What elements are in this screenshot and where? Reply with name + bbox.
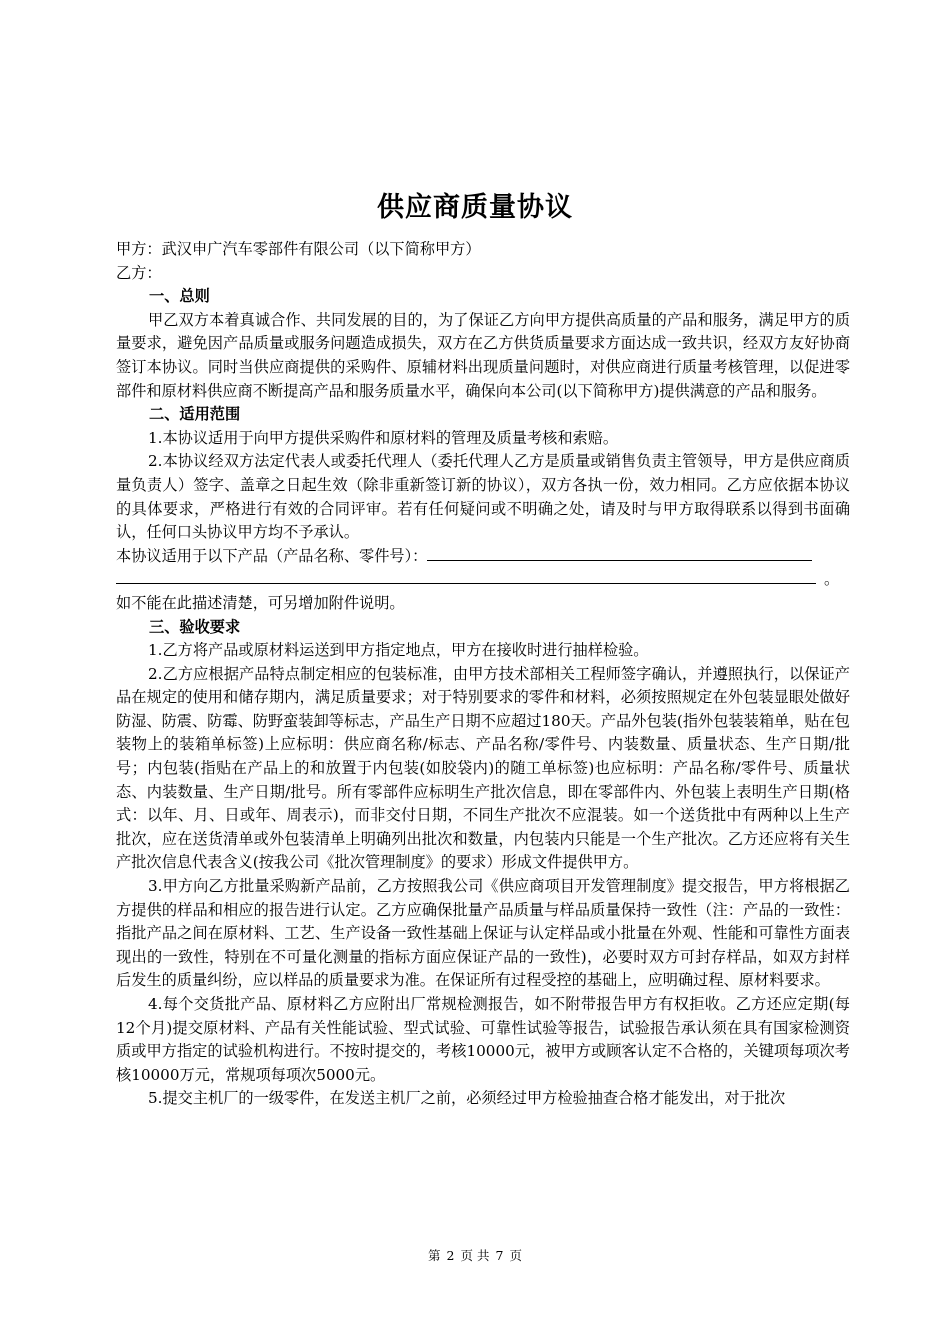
product-field-end: 。 (824, 570, 840, 589)
section-heading-scope: 二、适用范围 (149, 405, 241, 424)
footer-page-current: 2 (446, 1248, 455, 1263)
product-field-label: 本协议适用于以下产品（产品名称、零件号）： (116, 546, 428, 565)
footer-prefix: 第 (428, 1248, 441, 1263)
party-a-line: 甲方：武汉申广汽车零部件有限公司（以下简称甲方） (116, 240, 481, 258)
party-b-line: 乙方： (116, 263, 162, 282)
section-heading-acceptance: 三、验收要求 (149, 617, 241, 636)
acceptance-item-2: 2.乙方应根据产品特点制定相应的包装标准，由甲方技术部相关工程师签字确认，并遵照执行，以保证产品在规定的使用和储存期内，满足质量要求；对于特别要求的零件和材料，必须按照规定在外包装显眼处做好防湿、防震、防霉、防野蛮装卸等标志，产品生产日期不应超过180天。产品外包装(指外包装装箱单，贴在包装物上的装箱单标签)上应标明：供应商名称/标志、产品名称/零件号、内装数量、质量状态、生产日期/批号；内包装(指贴在产品上的和放置于内包装(如胶袋内)的随工单标签)也应标明：产品名称/零件号、质量状态、内装数量、生产日期/批号。所有零部件应标明生产批次信息，即在零部件内、外包装上表明生产日期(格式：以年、月、日或年、周表示)，而非交付日期，不同生产批次不应混装。如一个送货批中有两种以上生产批次，应在送货清单或外包装清单上明确列出批次和数量，内包装内只能是一个生产批次。乙方还应将有关生产批次信息代表含义(按我公司《批次管理制度》的要求）形成文件提供甲方。 (116, 664, 850, 872)
attachment-note: 如不能在此描述清楚，可另增加附件说明。 (116, 593, 405, 612)
document-body (116, 238, 850, 1111)
product-field-blank-2[interactable] (116, 569, 816, 584)
product-field-blank[interactable] (427, 546, 812, 561)
page-footer (0, 1246, 950, 1266)
acceptance-item-4: 4.每个交货批产品、原材料乙方应附出厂常规检测报告，如不附带报告甲方有权拒收。乙方还应定期(每12个月)提交原材料、产品有关性能试验、型式试验、可靠性试验等报告，试验报告承认须在具有国家检测资质或甲方指定的试验机构进行。不按时提交的，考核10000元，被甲方或顾客认定不合格的，关键项每项次考核10000万元，常规项每项次5000元。 (116, 995, 850, 1084)
document-title: 供应商质量协议 (377, 192, 573, 223)
footer-mid: 页 共 (460, 1248, 490, 1263)
scope-item-1: 1.本协议适用于向甲方提供采购件和原材料的管理及质量考核和索赔。 (148, 428, 619, 447)
section-heading-general: 一、总则 (149, 287, 210, 306)
acceptance-item-3: 3.甲方向乙方批量采购新产品前，乙方按照我公司《供应商项目开发管理制度》提交报告，甲方将根据乙方提供的样品和相应的报告进行认定。乙方应确保批量产品质量与样品质量保持一致性（注：产品的一致性：指批产品之间在原材料、工艺、生产设备一致性基础上保证与认定样品或小批量在外观、性能和可靠性方面表现出的一致性，特别在不可量化测量的指标方面应保证产品的一致性)，必要时双方可封存样品，如双方封样后发生的质量纠纷，应以样品的质量要求为准。在保证所有过程受控的基础上，应明确过程、原材料要求。 (116, 877, 850, 990)
product-field-line (116, 545, 850, 569)
acceptance-item-1: 1.乙方将产品或原材料运送到甲方指定地点，甲方在接收时进行抽样检验。 (148, 641, 649, 660)
section-general-paragraph: 甲乙双方本着真诚合作、共同发展的目的，为了保证乙方向甲方提供高质量的产品和服务，满足甲方的质量要求，避免因产品质量或服务问题造成损失，双方在乙方供货质量要求方面达成一致共识，经双方友好协商签订本协议。同时当供应商提供的采购件、原辅材料出现质量问题时，对供应商进行质量考核管理，以促进零部件和原材料供应商不断提高产品和服务质量水平，确保向本公司(以下简称甲方)提供满意的产品和服务。 (116, 310, 850, 400)
product-field-line-2 (116, 568, 850, 592)
footer-page-total: 7 (495, 1248, 504, 1263)
scope-item-2: 2.本协议经双方法定代表人或委托代理人（委托代理人乙方是质量或销售负责主管领导，甲方是供应商质量负责人）签字、盖章之日起生效（除非重新签订新的协议），双方各执一份，效力相同。乙方应依据本协议的具体要求，严格进行有效的合同评审。若有任何疑问或不明确之处，请及时与甲方取得联系以得到书面确认，任何口头协议甲方均不予承认。 (116, 452, 850, 542)
footer-suffix: 页 (509, 1248, 522, 1263)
acceptance-item-5: 5.提交主机厂的一级零件，在发送主机厂之前，必须经过甲方检验抽查合格才能发出，对于批次 (148, 1089, 786, 1108)
